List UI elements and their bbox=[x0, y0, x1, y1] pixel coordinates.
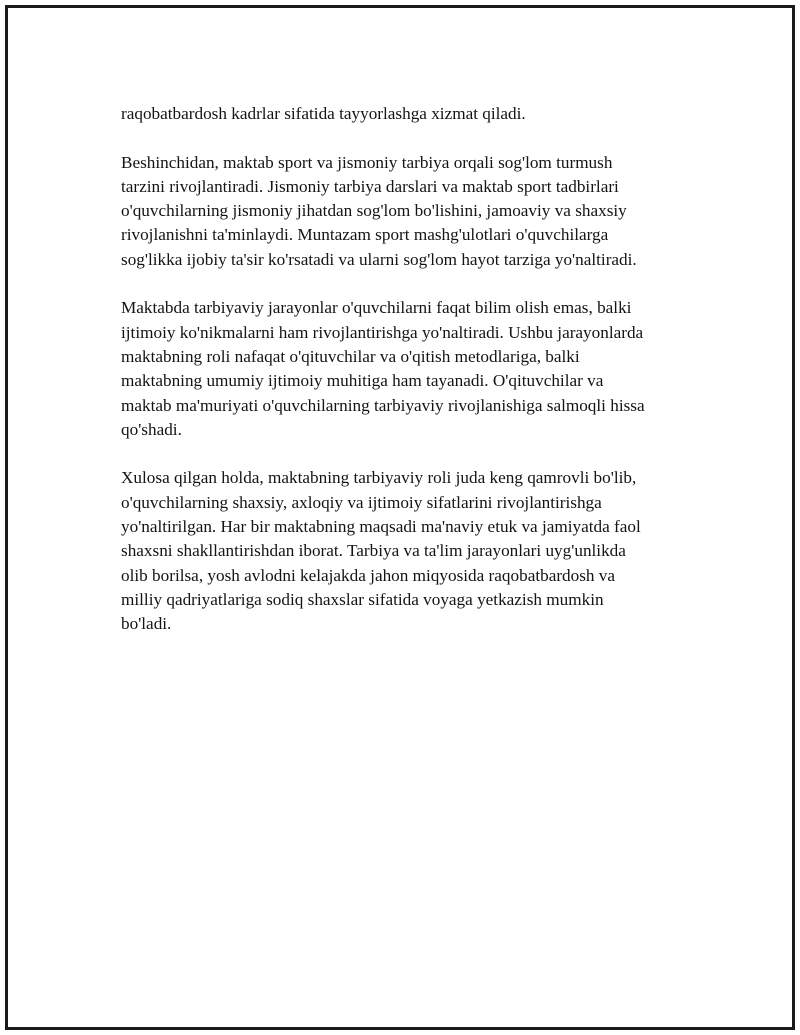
text-line: sog'likka ijobiy ta'sir ko'rsatadi va ularni sog'lom hayot tarziga yo'naltiradi. bbox=[121, 249, 637, 269]
text-line: maktabning roli nafaqat o'qituvchilar va o'qitish metodlariga, balki bbox=[121, 346, 580, 366]
text-line: Xulosa qilgan holda, maktabning tarbiyaviy roli juda keng qamrovli bo'lib, bbox=[121, 468, 637, 488]
document-body bbox=[121, 102, 701, 661]
text-line: o'quvchilarning jismoniy jihatdan sog'lom bo'lishini, jamoaviy va shaxsiy bbox=[121, 201, 627, 221]
text-line: rivojlanishni ta'minlaydi. Muntazam sport mashg'ulotlari o'quvchilarga bbox=[121, 225, 609, 245]
text-line: milliy qadriyatlariga sodiq shaxslar sifatida voyaga yetkazish mumkin bbox=[121, 589, 604, 609]
page-frame bbox=[5, 5, 795, 1030]
text-line: tarzini rivojlantiradi. Jismoniy tarbiya darslari va maktab sport tadbirlari bbox=[121, 176, 619, 196]
text-line: shaxsni shakllantirishdan iborat. Tarbiya va ta'lim jarayonlari uyg'unlikda bbox=[121, 541, 626, 561]
text-line: o'quvchilarning shaxsiy, axloqiy va ijtimoiy sifatlarini rivojlantirishga bbox=[121, 492, 602, 512]
text-line: olib borilsa, yosh avlodni kelajakda jahon miqyosida raqobatbardosh va bbox=[121, 565, 616, 585]
text-line: bo'ladi. bbox=[121, 614, 172, 634]
text-line: maktab ma'muriyati o'quvchilarning tarbiyaviy rivojlanishiga salmoqli hissa bbox=[121, 395, 645, 415]
paragraph-2 bbox=[121, 151, 701, 272]
text-line: raqobatbardosh kadrlar sifatida tayyorlashga xizmat qiladi. bbox=[121, 104, 526, 123]
text-line: Beshinchidan, maktab sport va jismoniy tarbiya orqali sog'lom turmush bbox=[121, 152, 613, 172]
text-line: Maktabda tarbiyaviy jarayonlar o'quvchilarni faqat bilim olish emas, balki bbox=[121, 298, 632, 318]
paragraph-4 bbox=[121, 466, 701, 636]
paragraph-1 bbox=[121, 102, 701, 126]
text-line: maktabning umumiy ijtimoiy muhitiga ham tayanadi. O'qituvchilar va bbox=[121, 371, 604, 391]
text-line: yo'naltirilgan. Har bir maktabning maqsadi ma'naviy etuk va jamiyatda faol bbox=[121, 517, 641, 537]
text-line: ijtimoiy ko'nikmalarni ham rivojlantirishga yo'naltiradi. Ushbu jarayonlarda bbox=[121, 322, 644, 342]
text-line: qo'shadi. bbox=[121, 419, 182, 439]
paragraph-3 bbox=[121, 296, 701, 442]
